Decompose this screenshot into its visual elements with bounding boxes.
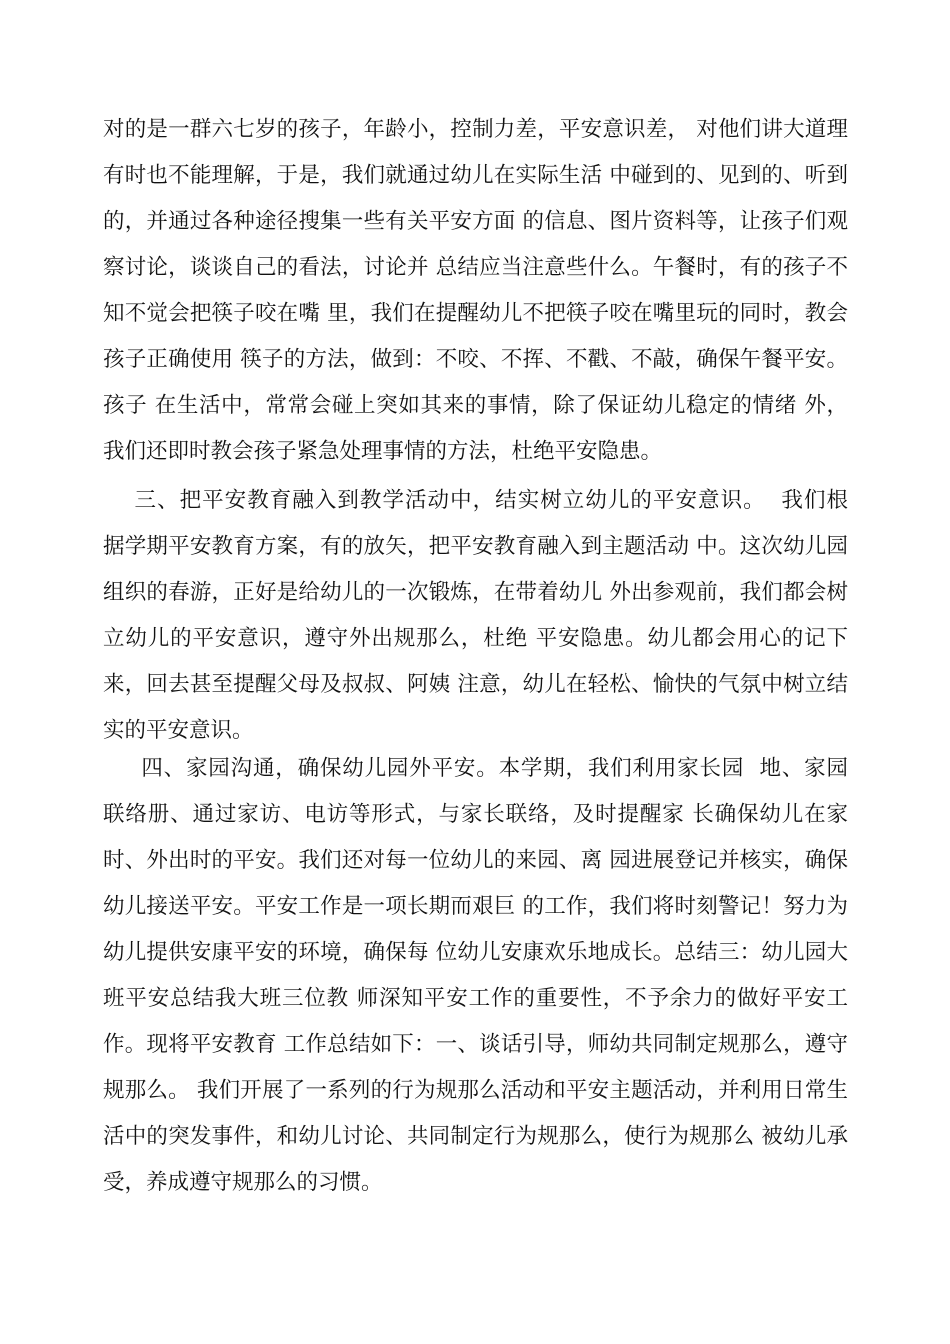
text-line: 知不觉会把筷子咬在嘴 里，我们在提醒幼儿不把筷子咬在嘴里玩的同时，教会 — [103, 301, 848, 326]
text-line: 活中的突发事件，和幼儿讨论、共同制定行为规那么，使行为规那么 被幼儿承 — [103, 1124, 848, 1149]
text-line: 孩子正确使用 筷子的方法，做到：不咬、不挥、不戳、不敲，确保午餐平安。 — [103, 347, 848, 372]
paragraph-section-three — [103, 478, 848, 754]
paragraph-section-four — [103, 746, 848, 1206]
text-line: 据学期平安教育方案，有的放矢，把平安教育融入到主题活动 中。这次幼儿园 — [103, 534, 848, 559]
text-line: 联络册、通过家访、电访等形式，与家长联络，及时提醒家 长确保幼儿在家 — [103, 802, 848, 827]
text-line: 来，回去甚至提醒父母及叔叔、阿姨 注意，幼儿在轻松、愉快的气氛中树立结 — [103, 672, 848, 697]
text-line: 察讨论，谈谈自己的看法，讨论并 总结应当注意些什么。午餐时，有的孩子不 — [103, 255, 848, 280]
text-line: 时、外出时的平安。我们还对每一位幼儿的来园、离 园进展登记并核实，确保 — [103, 848, 848, 873]
text-line: 孩子 在生活中，常常会碰上突如其来的事情，除了保证幼儿稳定的情绪 外， — [103, 393, 848, 418]
text-line: 对的是一群六七岁的孩子，年龄小，控制力差，平安意识差， 对他们讲大道理 — [103, 117, 848, 142]
text-line: 有时也不能理解，于是，我们就通过幼儿在实际生活 中碰到的、见到的、听到 — [103, 163, 848, 188]
paragraph-safety-daily-life — [103, 107, 848, 475]
text-line: 实的平安意识。 — [103, 718, 254, 743]
section-heading-line: 三、把平安教育融入到教学活动中，结实树立幼儿的平安意识。 我们根 — [103, 488, 848, 513]
section-heading-line: 四、家园沟通，确保幼儿园外平安。本学期，我们利用家长园 地、家园 — [103, 756, 848, 781]
text-line: 幼儿接送平安。平安工作是一项长期而艰巨 的工作，我们将时刻警记！努力为 — [103, 894, 848, 919]
text-line: 立幼儿的平安意识，遵守外出规那么，杜绝 平安隐患。幼儿都会用心的记下 — [103, 626, 848, 651]
text-line: 班平安总结我大班三位教 师深知平安工作的重要性，不予余力的做好平安工 — [103, 986, 848, 1011]
text-line: 幼儿提供安康平安的环境，确保每 位幼儿安康欢乐地成长。总结三：幼儿园大 — [103, 940, 848, 965]
text-line: 的，并通过各种途径搜集一些有关平安方面 的信息、图片资料等，让孩子们观 — [103, 209, 848, 234]
text-line: 作。现将平安教育 工作总结如下：一、谈话引导，师幼共同制定规那么，遵守 — [103, 1032, 848, 1057]
text-line: 我们还即时教会孩子紧急处理事情的方法，杜绝平安隐患。 — [103, 439, 663, 464]
text-line: 组织的春游，正好是给幼儿的一次锻炼，在带着幼儿 外出参观前，我们都会树 — [103, 580, 848, 605]
text-line: 规那么。 我们开展了一系列的行为规那么活动和平安主题活动，并利用日常生 — [103, 1078, 848, 1103]
text-line: 受，养成遵守规那么的习惯。 — [103, 1170, 383, 1195]
